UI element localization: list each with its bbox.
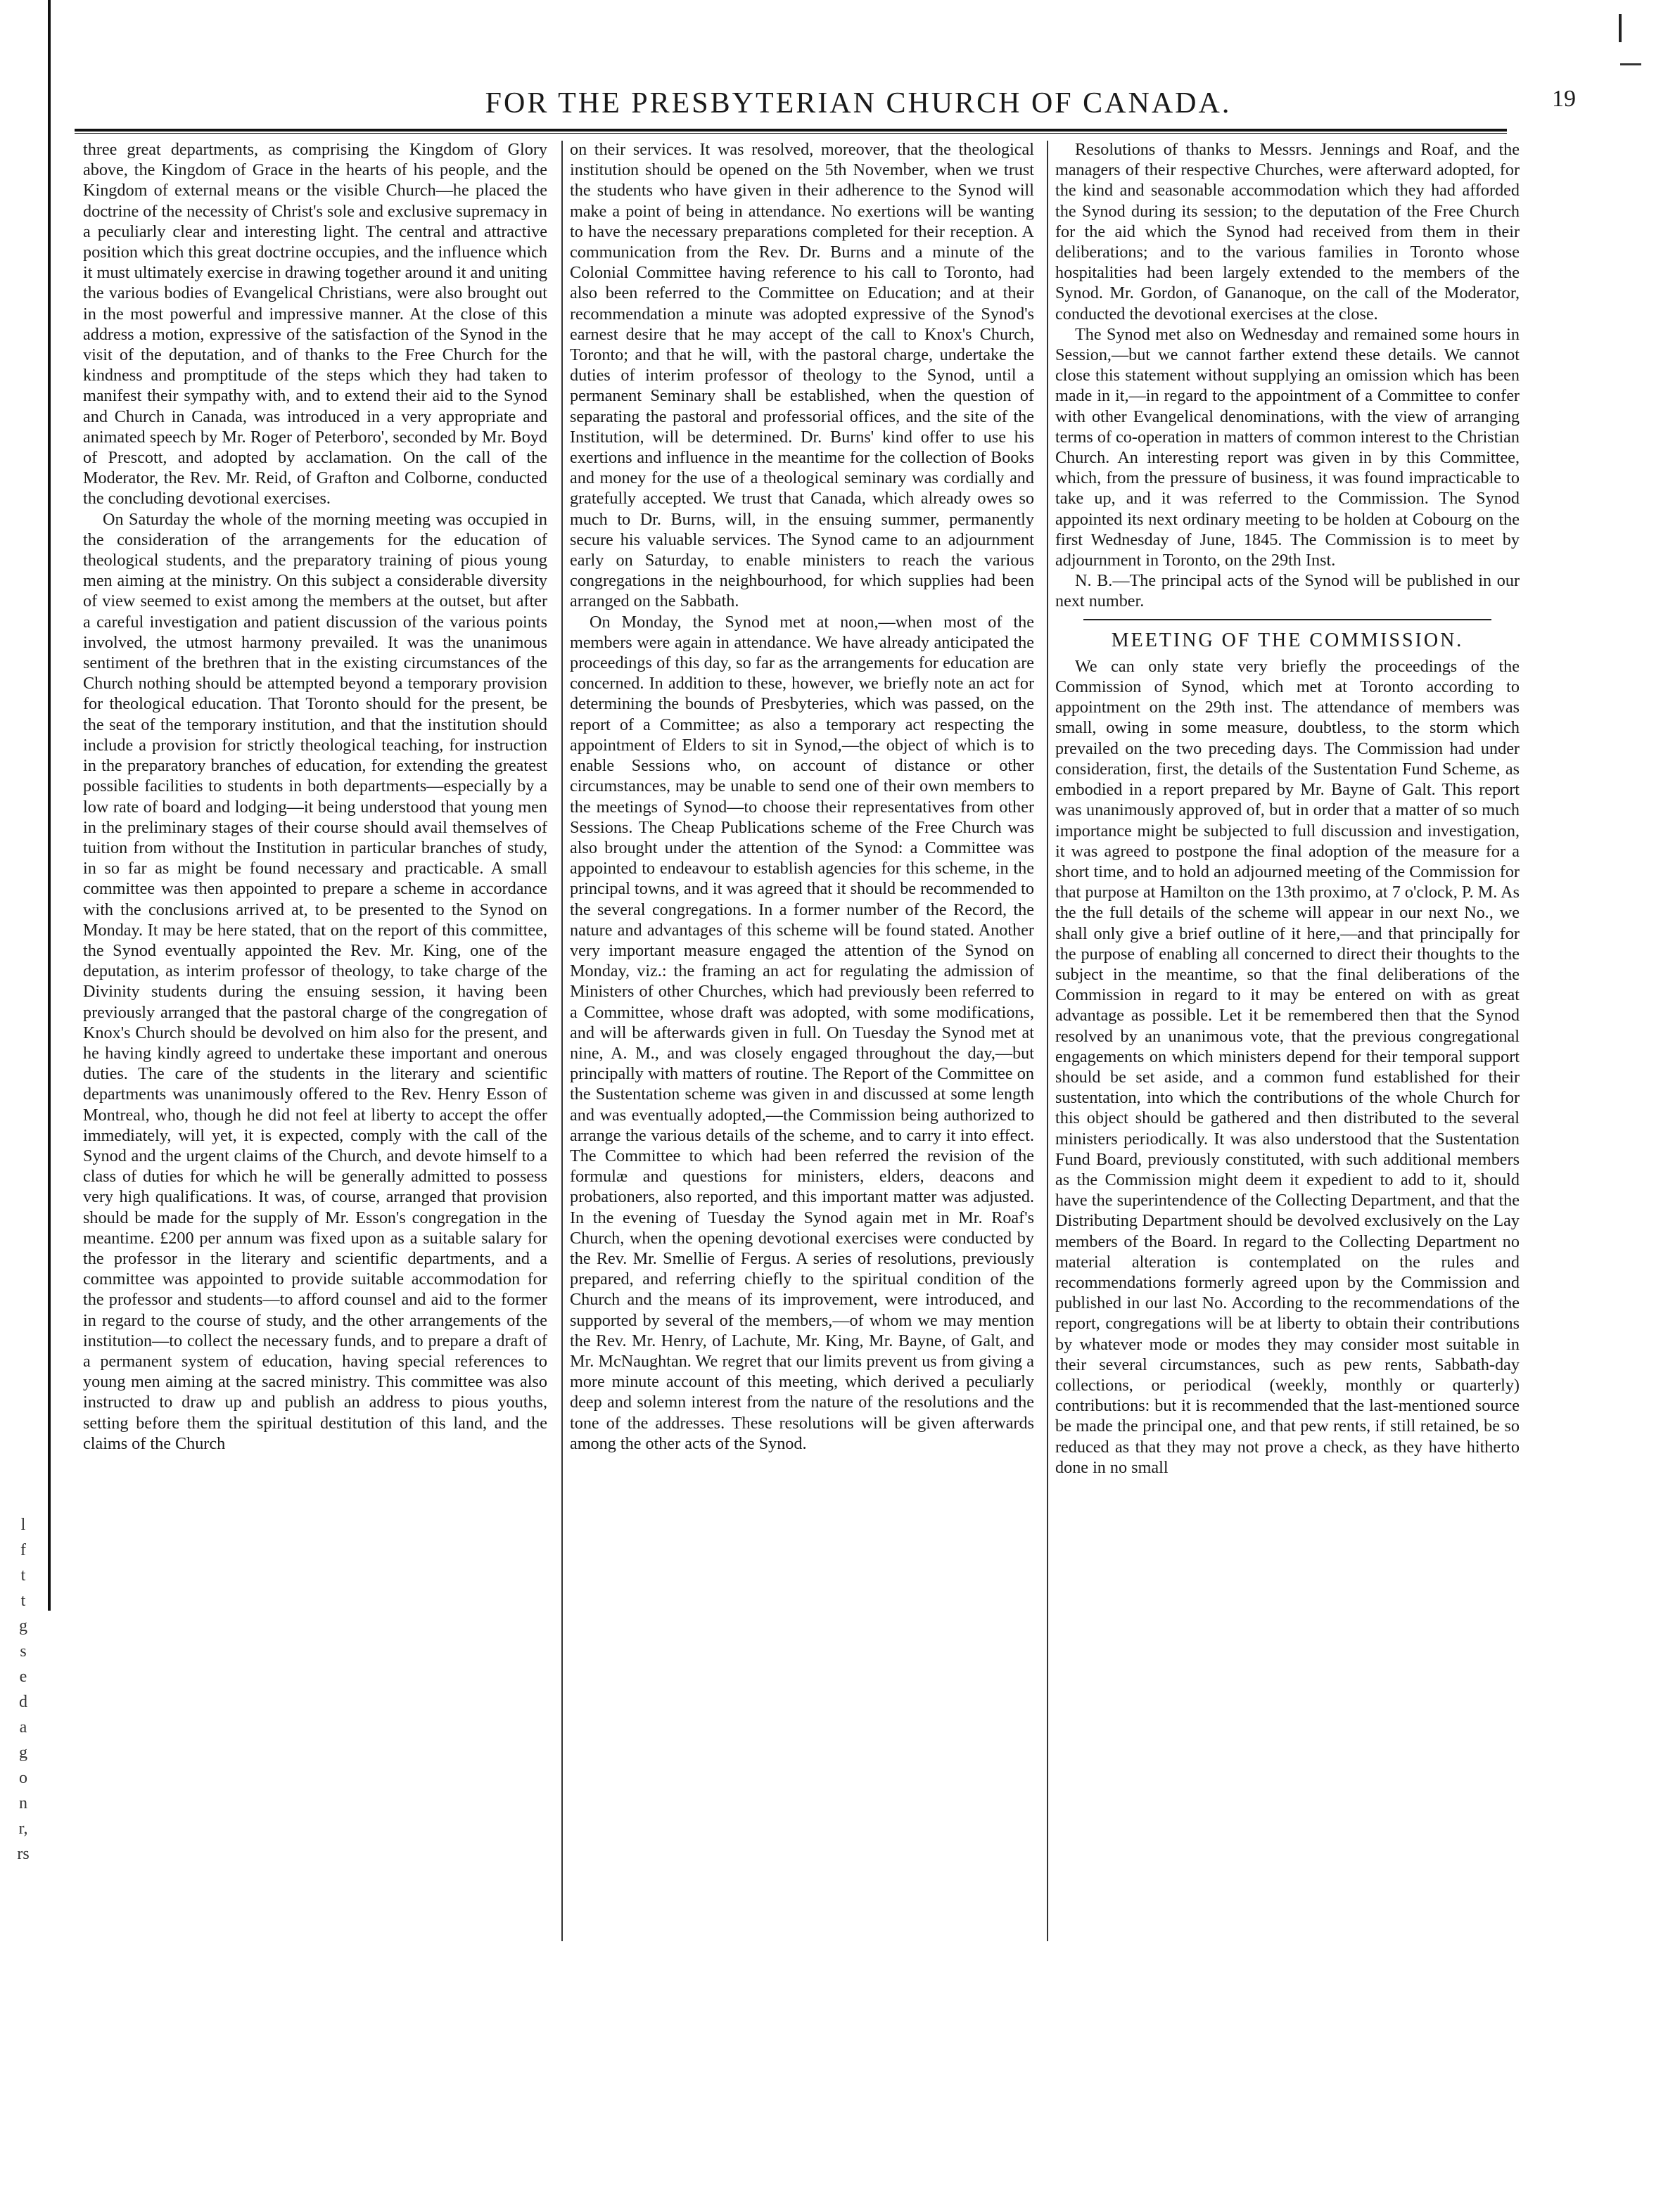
header-rule-thin	[75, 133, 1507, 134]
text-column-2	[570, 139, 1034, 1947]
margin-mark: l	[20, 1516, 26, 1534]
section-heading: MEETING OF THE COMMISSION.	[1111, 629, 1464, 651]
paragraph: On Monday, the Synod met at noon,—when most of the members were again in attendance. We have already anticipated the proceedings of this day, so far as the arrangements for education are concerned. In addition to these, however, we briefly note an act for determining the bounds of Presbyteries, which was passed, on the report of a Committee; as also a temporary act respecting the appointment of Elders to sit in Synod,—the object of which is to enable Sessions who, on account of distance or other circumstances, may be unable to send one of their own members to the meetings of Synod—to choose their representatives from other Sessions. The Cheap Publications scheme of the Free Church was also brought under the attention of the Synod: a Committee was appointed to endeavour to establish agencies for this scheme, in the principal towns, and it was agreed that it should be recommended to the several congregations. In a former number of the Record, the nature and advantages of this scheme will be found stated. Another very important measure engaged the attention of the Synod on Monday, viz.: the framing an act for regulating the admission of Ministers of other Churches, which had previously been referred to a Committee, whose draft was adopted, with some modifications, and will be afterwards given in full. On Tuesday the Synod met at nine, A. M., and was closely engaged throughout the day,—but principally with matters of routine. The Report of the Committee on the Sustentation scheme was given in and discussed at some length and was eventually adopted,—the Commission being authorized to arrange the various details of the scheme, and to carry it into effect. The Committee to which had been referred the revision of the formulæ and questions for ministers, elders, deacons and probationers, also reported, and this important matter was adjusted. In the evening of Tuesday the Synod again met in Mr. Roaf's Church, when the opening devotional exercises were conducted by the Rev. Mr. Smellie of Fergus. A series of resolutions, previously prepared, and referring chiefly to the spiritual condition of the Church and the means of its improvement, were introduced, and supported by several of the members,—of whom we may mention the Rev. Mr. Henry, of Lachute, Mr. King, Mr. Bayne, of Galt, and Mr. McNaughtan. We regret that our limits prevent us from giving a more minute account of this meeting, which derived a peculiarly deep and solemn interest from the nature of the resolutions and the tone of the addresses. These resolutions will be given afterwards among the other acts of the Synod.	[570, 612, 1034, 1453]
paragraph: on their services. It was resolved, moreover, that the theological institution should be opened on the 5th November, when we trust the students who have given in their adherence to the Synod will make a point of being in attendance. No exertions will be wanting to have the necessary preparations completed for their reception. A communication from the Rev. Dr. Burns and a minute of the Colonial Committee having reference to his call to Toronto, had also been referred to the Committee on Education; and at their recommendation a minute was adopted expressive of the Synod's earnest desire that he may accept of the call to Knox's Church, Toronto; and that he will, with the pastoral charge, undertake the duties of interim professor of theology to the Synod, until a permanent Seminary shall be established, when the question of separating the pastoral and professorial offices, and the site of the Institution, will be determined. Dr. Burns' kind offer to use his exertions and influence in the meantime for the collection of Books and money for the use of a theological seminary was cordially and gratefully accepted. We trust that Canada, which already owes so much to Dr. Burns, will, in the ensuing summer, permanently secure his valuable services. The Synod came to an adjournment early on Saturday, to enable ministers to reach the various congregations in the neighbourhood, for which supplies had been arranged on the Sabbath.	[570, 140, 1034, 611]
margin-mark: rs	[17, 1845, 30, 1863]
page-header	[141, 79, 1576, 128]
margin-mark: t	[20, 1592, 26, 1610]
paragraph: We can only state very briefly the proceedings of the Commission of Synod, which met at Toronto according to appointment on the 29th inst. The attendance of members was small, owing in some measure, doubtless, to the storm which prevailed on the two preceding days. The Commission had under consideration, first, the details of the Sustentation Fund Scheme, as embodied in a report prepared by Mr. Bayne of Galt. This report was unanimously approved of, but in order that a matter of so much importance might be subjected to full discussion and investigation, it was agreed to postpone the final adoption of the measure for a short time, and to hold an adjourned meeting of the Commission for that purpose at Hamilton on the 13th proximo, at 7 o'clock, P. M. As the the full details of the scheme will appear in our next No., we shall only give a brief outline of it here,—and that principally for the purpose of enabling all concerned to direct their thoughts to the subject in the meantime, so that the final deliberations of the Commission in regard to it may be entered on with as great advantage as possible. Let it be remembered then that the Synod resolved by an unanimous vote, that the previous congregational engagements on which ministers depend for their temporal support should be set aside, and a common fund established for their sustentation, into which the contributions of the whole Church for this object should be gathered and then distributed to the several ministers periodically. It was also understood that the Sustentation Fund Board, previously constituted, with such additional members as the Commission might deem it expedient to add to it, should have the superintendence of the Collecting Department, and that the Distributing Department should be devolved exclusively on the Lay members of the Board. In regard to the Collecting Department no material alteration is contemplated on the rules and recommendations formerly agreed upon by the Commission and published in our last No. According to the recommendations of the report, congregations will be at liberty to obtain their contributions by whatever mode or modes they may consider most suitable in their several circumstances, such as pew rents, Sabbath-day collections, or periodical (weekly, monthly or quarterly) contributions: but it is recommended that the last-mentioned source be made the principal one, and that pew rents, if still retained, be so reduced as that they may not prove a check, as they have hitherto done in no small	[1055, 656, 1520, 1477]
margin-mark: n	[19, 1794, 27, 1813]
paragraph: three great departments, as comprising the Kingdom of Glory above, the Kingdom of Grace in the hearts of his people, and the Kingdom of external means or the visible Church—he placed the doctrine of the necessity of Christ's sole and exclusive supremacy in a peculiarly clear and interesting light. The central and attractive position which this great doctrine occupies, and the influence which it must ultimately exercise in drawing together around it and uniting the various bodies of Evangelical Christians, were also brought out in the most powerful and impressive manner. At the close of this address a motion, expressive of the satisfaction of the Synod in the visit of the deputation, and of thanks to the Free Church for the kindness and promptitude of the steps which they had taken to manifest their sympathy with, and to extend their aid to the Synod and Church in Canada, was introduced in a very appropriate and animated speech by Mr. Roger of Peterboro', seconded by Mr. Boyd of Prescott, and adopted by acclamation. On the call of the Moderator, the Rev. Mr. Reid, of Grafton and Colborne, conducted the concluding devotional exercises.	[83, 140, 547, 509]
paragraph: Resolutions of thanks to Messrs. Jennings and Roaf, and the managers of their respective Churches, were afterward adopted, for the kind and seasonable accommodation which they had afforded the Synod during its session; to the deputation of the Free Church for the aid which the Synod had received from them in their deliberations; and to the various families in Toronto whose hospitalities had been largely extended to the members of the Synod. Mr. Gordon, of Gananoque, on the call of the Moderator, conducted the devotional exercises at the close.	[1055, 140, 1520, 324]
margin-mark: s	[20, 1642, 27, 1661]
margin-mark: f	[20, 1541, 26, 1559]
page-number: 19	[1552, 86, 1576, 112]
paragraph: The Synod met also on Wednesday and remained some hours in Session,—but we cannot farther extend these details. We cannot close this statement without supplying an omission which has been made in it,—in regard to the appointment of a Committee to confer with other Evangelical denominations, with the view of arranging terms of co-operation in matters of common interest to the Christian Church. An interesting report was given in by this Committee, which, from the pressure of business, it was found impracticable to take up, and it was referred to the Commission. The Synod appointed its next ordinary meeting to be holden at Cobourg on the first Wednesday of June, 1845. The Commission is to meet by adjournment in Toronto, on the 29th Inst.	[1055, 324, 1520, 570]
margin-mark: d	[19, 1693, 27, 1711]
nota-bene: N. B.—The principal acts of the Synod will be published in our next number.	[1055, 571, 1520, 611]
column-divider	[1047, 141, 1048, 1941]
margin-mark: r,	[18, 1820, 28, 1838]
margin-mark: a	[19, 1718, 27, 1737]
margin-marks	[13, 1512, 34, 1867]
text-column-1	[83, 139, 547, 1947]
margin-mark: t	[20, 1566, 26, 1585]
scan-specks	[1541, 0, 1647, 141]
margin-mark: e	[19, 1668, 27, 1686]
left-margin-rule	[48, 0, 51, 1611]
running-title: FOR THE PRESBYTERIAN CHURCH OF CANADA.	[485, 87, 1232, 120]
section-separator	[1083, 619, 1491, 620]
header-rule	[75, 129, 1507, 132]
paragraph: On Saturday the whole of the morning meeting was occupied in the consideration of the arrangements for the education of theological students, and the preparatory training of pious young men aiming at the ministry. On this subject a considerable diversity of view seemed to exist among the members at the outset, but after a careful investigation and patient discussion of the various points involved, the utmost harmony prevailed. It was the unanimous sentiment of the brethren that in the existing circumstances of the Church nothing should be attempted beyond a temporary provision for theological education. That Toronto should for the present, be the seat of the temporary institution, and that the institution should include a provision for strictly theological teaching, for instruction in the preparatory branches of education, for extending the greatest possible facilities to students in both departments—especially by a low rate of board and lodging—it being understood that young men in the preliminary stages of their course should avail themselves of tuition from without the Institution in particular branches of study, in so far as might be found necessary and practicable. A small committee was then appointed to prepare a scheme in accordance with the conclusions arrived at, to be presented to the Synod on Monday. It may be here stated, that on the report of this committee, the Synod eventually appointed the Rev. Mr. King, one of the deputation, as interim professor of theology, to take charge of the Divinity students during the ensuing session, it having been previously arranged that the pastoral charge of the congregation of Knox's Church should be devolved on him also for the present, and he having kindly agreed to undertake these important and onerous duties. The care of the students in the literary and scientific departments was unanimously offered to the Rev. Henry Esson of Montreal, who, though he did not feel at liberty to accept the offer immediately, will yet, it is expected, comply with the call of the Synod and the urgent claims of the Church, and devote himself to a class of duties for which he will be generally admitted to possess very high qualifications. It was, of course, arranged that provision should be made for the supply of Mr. Esson's congregation in the meantime. £200 per annum was fixed upon as a suitable salary for the professor in the literary and scientific departments, and a committee was appointed to provide suitable accommodation for the professor and students—to afford counsel and aid to the former in regard to the course of study, and the other arrangements of the institution—to collect the necessary funds, and to prepare a draft of a permanent system of education, having special references to young men aiming at the sacred ministry. This committee was also instructed to draw up and publish an address to pious youths, setting before them the spiritual destitution of this land, and the claims of the Church	[83, 509, 547, 1453]
margin-mark: o	[19, 1769, 27, 1787]
margin-mark: g	[19, 1617, 27, 1635]
column-divider	[561, 141, 563, 1941]
margin-mark: g	[19, 1744, 27, 1762]
text-column-3	[1055, 139, 1520, 1947]
